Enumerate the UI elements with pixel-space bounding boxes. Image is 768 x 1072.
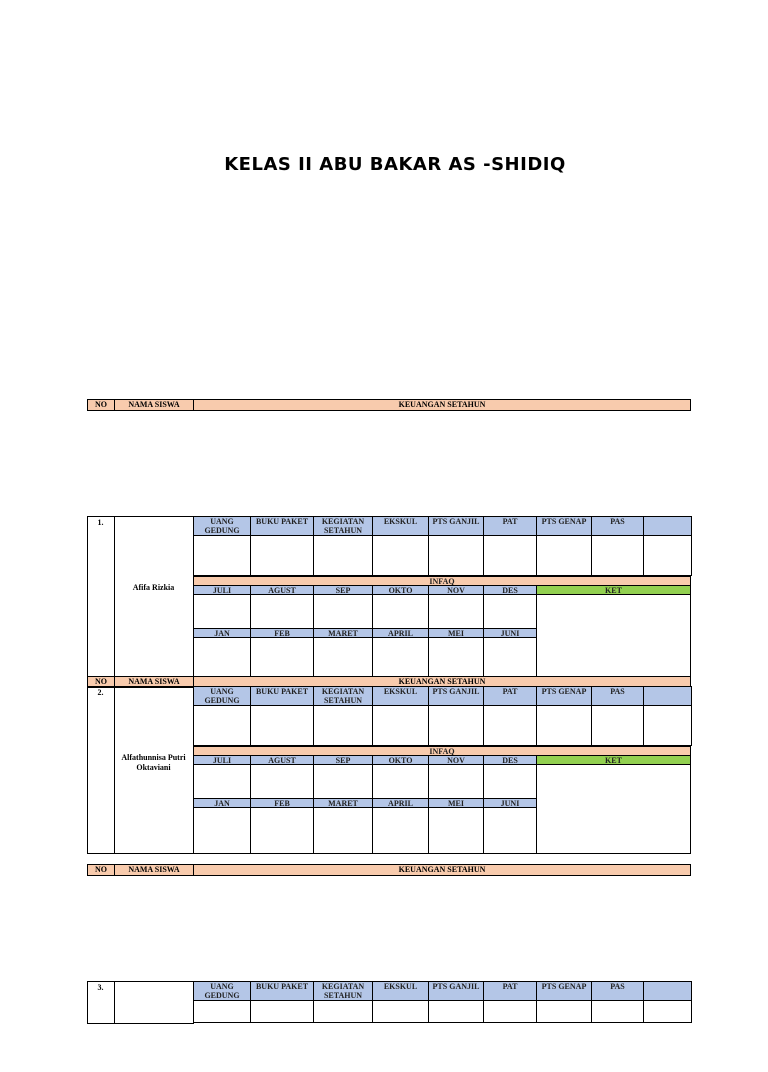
fee-header <box>643 686 692 706</box>
month-header: AGUST <box>250 585 314 595</box>
fee-header: BUKU PAKET <box>250 981 314 1001</box>
header-nama-siswa: NAMA SISWA <box>114 676 194 688</box>
fee-header: EKSKUL <box>372 686 429 706</box>
infaq-header: INFAQ <box>193 746 691 756</box>
month-entry-cell[interactable] <box>313 637 373 677</box>
student-no-cell <box>87 516 115 677</box>
month-entry-cell[interactable] <box>483 637 537 677</box>
month-header: MARET <box>313 628 373 638</box>
fee-entry-cell[interactable] <box>250 535 314 576</box>
month-entry-cell[interactable] <box>483 594 537 629</box>
fee-entry-cell[interactable] <box>193 535 251 576</box>
fee-entry-cell[interactable] <box>193 705 251 746</box>
student-name: Afifa Rizkia <box>132 583 175 592</box>
month-header: JAN <box>193 628 251 638</box>
month-entry-cell[interactable] <box>428 764 484 799</box>
fee-entry-cell[interactable] <box>193 1000 251 1023</box>
month-entry-cell[interactable] <box>483 807 537 854</box>
month-header: NOV <box>428 755 484 765</box>
fee-entry-cell[interactable] <box>428 1000 484 1023</box>
fee-entry-cell[interactable] <box>591 535 644 576</box>
fee-header: UANG GEDUNG <box>193 981 251 1001</box>
header-nama-siswa: NAMA SISWA <box>114 864 194 876</box>
month-header: DES <box>483 585 537 595</box>
header-keuangan-setahun: KEUANGAN SETAHUN <box>193 864 691 876</box>
fee-entry-cell[interactable] <box>313 535 373 576</box>
fee-entry-cell[interactable] <box>643 1000 692 1023</box>
fee-entry-cell[interactable] <box>536 1000 592 1023</box>
month-header: OKTO <box>372 755 429 765</box>
month-entry-cell[interactable] <box>193 594 251 629</box>
ket-header: KET <box>536 585 691 595</box>
fee-header: PTS GANJIL <box>428 686 484 706</box>
fee-entry-cell[interactable] <box>250 705 314 746</box>
fee-header: EKSKUL <box>372 516 429 536</box>
month-header: MEI <box>428 798 484 808</box>
ket-header: KET <box>536 755 691 765</box>
month-header: APRIL <box>372 798 429 808</box>
fee-header: EKSKUL <box>372 981 429 1001</box>
month-header: FEB <box>250 628 314 638</box>
month-entry-cell[interactable] <box>193 807 251 854</box>
month-entry-cell[interactable] <box>483 764 537 799</box>
fee-entry-cell[interactable] <box>591 1000 644 1023</box>
month-header: JAN <box>193 798 251 808</box>
student-name-cell <box>114 981 194 1024</box>
month-header: JUNI <box>483 628 537 638</box>
month-header: JUNI <box>483 798 537 808</box>
month-header: DES <box>483 755 537 765</box>
fee-header: PAT <box>483 516 537 536</box>
fee-header: PAT <box>483 686 537 706</box>
page-title: KELAS II ABU BAKAR AS -SHIDIQ <box>224 154 566 175</box>
ket-entry-cell[interactable] <box>536 764 691 854</box>
fee-header: PAT <box>483 981 537 1001</box>
fee-entry-cell[interactable] <box>313 1000 373 1023</box>
fee-header: PAS <box>591 686 644 706</box>
student-name <box>117 1048 190 1072</box>
fee-entry-cell[interactable] <box>372 535 429 576</box>
fee-entry-cell[interactable] <box>428 705 484 746</box>
month-header: JULI <box>193 585 251 595</box>
month-entry-cell[interactable] <box>372 764 429 799</box>
fee-entry-cell[interactable] <box>483 535 537 576</box>
fee-entry-cell[interactable] <box>313 705 373 746</box>
month-entry-cell[interactable] <box>250 807 314 854</box>
fee-entry-cell[interactable] <box>372 1000 429 1023</box>
fee-entry-cell[interactable] <box>250 1000 314 1023</box>
month-header: MARET <box>313 798 373 808</box>
month-header: OKTO <box>372 585 429 595</box>
month-entry-cell[interactable] <box>428 637 484 677</box>
student-no: 2. <box>97 688 104 697</box>
month-entry-cell[interactable] <box>372 637 429 677</box>
month-header: MEI <box>428 628 484 638</box>
fee-entry-cell[interactable] <box>428 535 484 576</box>
fee-header: PTS GENAP <box>536 516 592 536</box>
infaq-header: INFAQ <box>193 576 691 586</box>
fee-entry-cell[interactable] <box>591 705 644 746</box>
month-header: APRIL <box>372 628 429 638</box>
month-header: SEP <box>313 755 373 765</box>
fee-entry-cell[interactable] <box>372 705 429 746</box>
fee-header: PAS <box>591 981 644 1001</box>
student-no-cell <box>87 686 115 854</box>
month-entry-cell[interactable] <box>250 594 314 629</box>
fee-header <box>643 516 692 536</box>
month-header: SEP <box>313 585 373 595</box>
fee-header: BUKU PAKET <box>250 686 314 706</box>
fee-header: UANG GEDUNG <box>193 516 251 536</box>
month-entry-cell[interactable] <box>193 764 251 799</box>
month-entry-cell[interactable] <box>250 764 314 799</box>
fee-entry-cell[interactable] <box>483 1000 537 1023</box>
fee-header: PTS GANJIL <box>428 516 484 536</box>
month-header: FEB <box>250 798 314 808</box>
month-entry-cell[interactable] <box>372 594 429 629</box>
fee-header: PTS GENAP <box>536 981 592 1001</box>
fee-header: PTS GANJIL <box>428 981 484 1001</box>
month-header: JULI <box>193 755 251 765</box>
header-no: NO <box>87 864 115 876</box>
fee-header: UANG GEDUNG <box>193 686 251 706</box>
header-no: NO <box>87 399 115 411</box>
fee-header <box>643 981 692 1001</box>
fee-header: KEGIATAN SETAHUN <box>313 981 373 1001</box>
ket-entry-cell[interactable] <box>536 594 691 677</box>
fee-entry-cell[interactable] <box>643 705 692 746</box>
month-entry-cell[interactable] <box>313 594 373 629</box>
fee-header: PAS <box>591 516 644 536</box>
month-entry-cell[interactable] <box>250 637 314 677</box>
header-keuangan-setahun: KEUANGAN SETAHUN <box>193 676 691 688</box>
month-entry-cell[interactable] <box>428 594 484 629</box>
month-entry-cell[interactable] <box>428 807 484 854</box>
fee-header: KEGIATAN SETAHUN <box>313 516 373 536</box>
student-no: 3. <box>97 983 104 992</box>
student-no: 1. <box>97 518 104 527</box>
header-no: NO <box>87 676 115 688</box>
header-keuangan-setahun: KEUANGAN SETAHUN <box>193 399 691 411</box>
month-entry-cell[interactable] <box>372 807 429 854</box>
fee-header: KEGIATAN SETAHUN <box>313 686 373 706</box>
fee-header: PTS GENAP <box>536 686 592 706</box>
header-nama-siswa: NAMA SISWA <box>114 399 194 411</box>
month-entry-cell[interactable] <box>193 637 251 677</box>
month-entry-cell[interactable] <box>313 807 373 854</box>
month-header: NOV <box>428 585 484 595</box>
student-name: Alfathunnisa Putri Oktaviani <box>121 753 186 772</box>
fee-entry-cell[interactable] <box>536 705 592 746</box>
fee-entry-cell[interactable] <box>536 535 592 576</box>
month-header: AGUST <box>250 755 314 765</box>
month-entry-cell[interactable] <box>313 764 373 799</box>
fee-entry-cell[interactable] <box>643 535 692 576</box>
fee-entry-cell[interactable] <box>483 705 537 746</box>
fee-header: BUKU PAKET <box>250 516 314 536</box>
